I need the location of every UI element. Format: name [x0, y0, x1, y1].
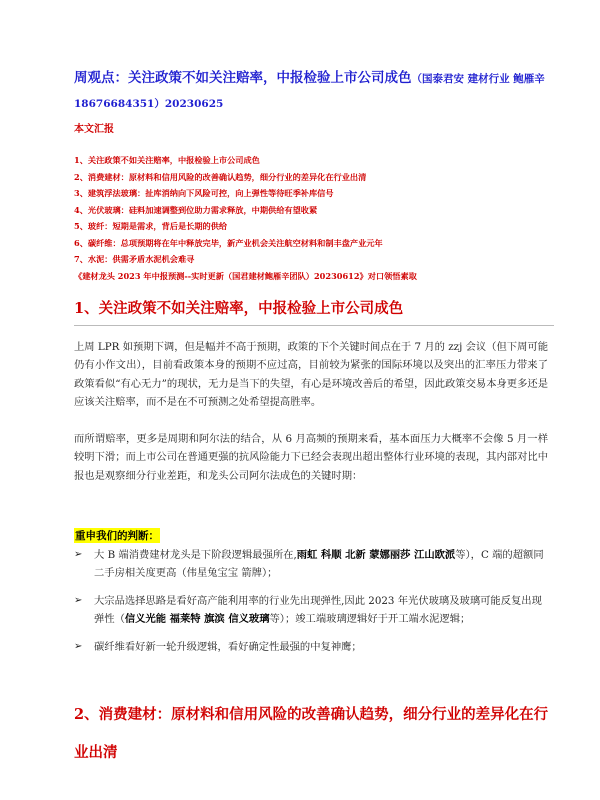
- toc-item[interactable]: 1、关注政策不如关注赔率，中报检验上市公司成色: [74, 155, 260, 165]
- document-title-meta: （国泰君安 建材行业 鲍雁辛 18676684351）20230625: [74, 73, 545, 110]
- section-2-heading: 2、消费建材：原材料和信用风险的改善确认趋势，细分行业的差异化在行业出清: [74, 706, 549, 761]
- arrow-bullet-icon: ➢: [74, 640, 83, 652]
- toc-item[interactable]: 4、光伏玻璃：硅料加速调整到位助力需求释放，中期供给有望收紧: [74, 204, 318, 215]
- list-item-companies: 雨虹 科顺 北新 蒙娜丽莎 江山欧派: [296, 549, 456, 561]
- judgement-list: [74, 546, 552, 665]
- toc-item[interactable]: 6、碳纤维：总项预期将在年中释放完毕，新产业机会关注航空材料和制丰盘产业元年: [74, 237, 383, 248]
- list-item-text-tail: 等），C 端的超额同二手房相关度更高（伟星兔宝宝 箭牌）；: [94, 549, 544, 580]
- list-item: [74, 546, 552, 583]
- section-1-paragraph-1: 上周 LPR 如预期下调，但是幅并不高于预期，政策的下个关键时间点在于 7 月的 zzj 会议（但下周可能仍有小作文出），目前看政策本身的预期不应过高，目前较为紧张的国际环境以及突出的汇率压力带来了政策看似“有心无力”的现状，无力是当下的失望，有心是环境改善后的希望，因此政策交易本身更多还是应该关注赔率，而不是在不可预测之处希望提高胜率。: [74, 341, 548, 409]
- list-item: [74, 592, 552, 629]
- list-item-text: 大 B 端消费建材龙头是下阶段逻辑最强所在,: [94, 549, 297, 561]
- table-of-contents: [74, 152, 564, 284]
- toc-item[interactable]: 《建材龙头 2023 年中报预测--实时更新（国君建材鲍雁辛团队）20230612》对口领悟素取: [74, 270, 417, 281]
- document-title-main: 周观点：关注政策不如关注赔率，中报检验上市公司成色: [74, 70, 412, 86]
- list-item-text-tail: 等）；竣工端玻璃逻辑好于开工端水泥逻辑；: [269, 613, 471, 626]
- list-item: [74, 638, 552, 656]
- judgement-label: 重申我们的判断：: [75, 530, 159, 542]
- arrow-bullet-icon: ➢: [74, 594, 83, 606]
- list-item-text: 碳纤维看好新一轮升级逻辑，看好确定性最强的中复神鹰；: [94, 640, 362, 653]
- document-title: [74, 66, 554, 116]
- toc-item[interactable]: 2、消费建材：原材料和信用风险的改善确认趋势，细分行业的差异化在行业出清: [74, 171, 367, 182]
- toc-item[interactable]: 7、水泥：供需矛盾水泥机会难寻: [74, 254, 195, 264]
- list-item-companies: 信义光能 福莱特 旗滨 信义玻璃: [124, 613, 270, 626]
- list-item-text: 大宗品选择思路是看好高产能利用率的行业先出现弹性,因此 2023 年光伏玻璃及玻璃可能反复出现弹性（: [94, 594, 542, 626]
- summary-heading: 本文汇报: [74, 124, 114, 135]
- toc-item[interactable]: 5、玻纤：短期是需求，背后是长期的供给: [74, 221, 228, 231]
- section-1-heading: 1、关注政策不如关注赔率，中报检验上市公司成色: [74, 294, 554, 326]
- arrow-bullet-icon: ➢: [74, 549, 83, 560]
- toc-item[interactable]: 3、建筑浮法玻璃：扯库消纳向下风险可控，向上弹性等待旺季补库信号: [74, 188, 334, 198]
- section-1-paragraph-2: 而所谓赔率，更多是周期和阿尔法的结合，从 6 月高频的预期来看，基本面压力大概率不会像 5 月一样较明下滑；而上市公司在普通更强的抗风险能力下已经会表现出超出整体行业环境的表现，其内部对比中报也是观察细分行业差距，和龙头公司阿尔法成色的关键时期：: [74, 433, 548, 482]
